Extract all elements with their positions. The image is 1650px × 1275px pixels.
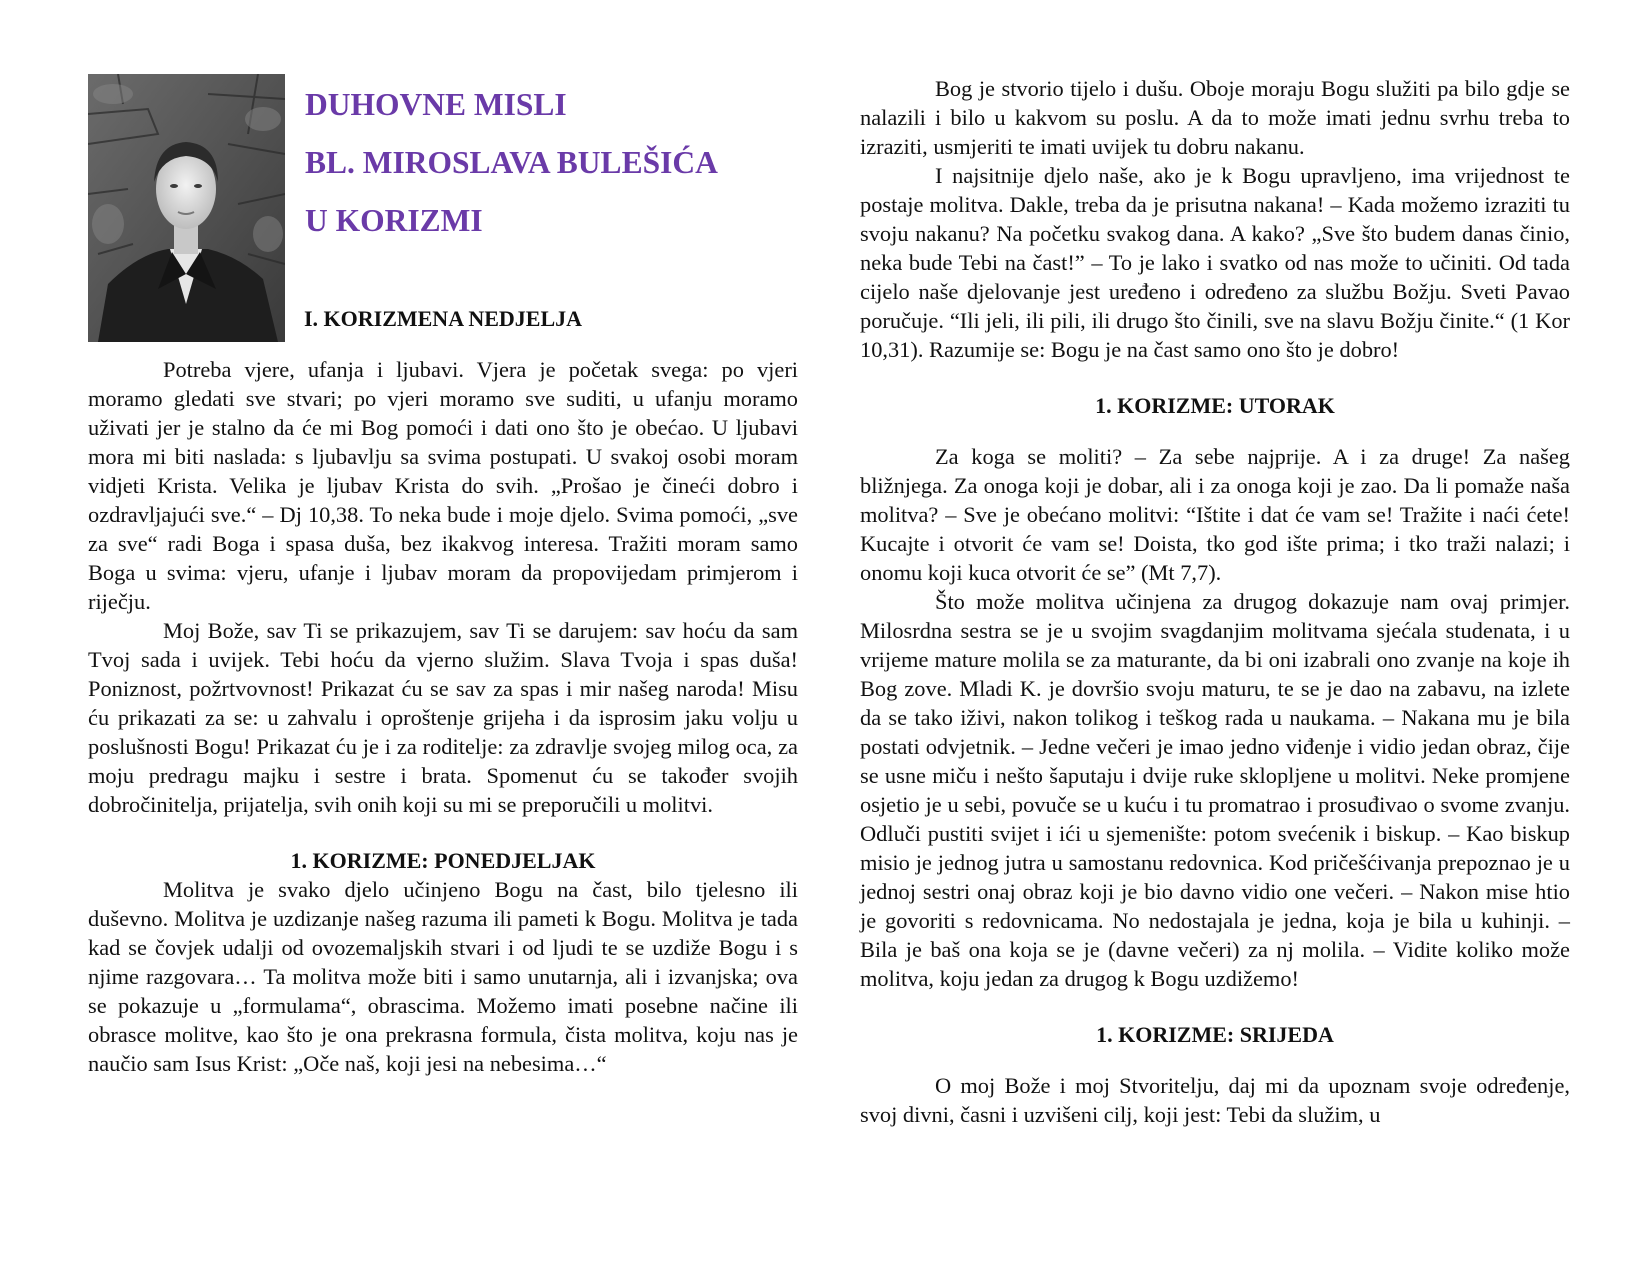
right-column <box>860 74 1570 1129</box>
left-column <box>88 305 798 1078</box>
section-heading-tuesday: 1. KORIZME: UTORAK <box>1095 393 1335 418</box>
paragraph-intro-1: Bog je stvorio tijelo i dušu. Oboje moraju Bogu služiti pa bilo gdje se nalazili i bilo u kakvom su poslu. A da to može imati jednu svrhu treba to izraziti, usmjeriti te imati uvijek tu dobru nakanu. <box>860 76 1570 159</box>
paragraph-sunday-2: Moj Bože, sav Ti se prikazujem, sav Ti se darujem: sav hoću da sam Tvoj sada i uvijek. Tebi hoću da vjerno služim. Slava Tvoja i spas duša! Poniznost, požrtvovnost! Prikazat ću se sav za spas i mir našeg naroda! Misu ću prikazati za se: u zahvalu i oproštenje grijeha i da isprosim jaku volju u poslušnosti Bogu! Prikazat ću je i za roditelje: za zdravlje svojeg milog oca, za moju predragu majku i sestre i brata. Spomenut ću se također svojih dobročinitelja, prijatelja, svih onih koji su mi se preporučili u molitvi. <box>88 618 798 817</box>
paragraph-sunday-1: Potreba vjere, ufanja i ljubavi. Vjera je početak svega: po vjeri moramo gledati sve stvari; po vjeri moramo sve suditi, u ufanju moramo uživati jer je stalno da će mi Bog pomoći i dati ono što je obećao. U ljubavi mora mi biti naslada: s ljubavlju sa svima postupati. U svakoj osobi moram vidjeti Krista. Velika je ljubav Krista do svih. „Prošao je čineći dobro i ozdravljajući sve.“ – Dj 10,38. To neka bude i moje djelo. Svima pomoći, „sve za sve“ radi Boga i spasa duša, bez ikakvog interesa. Tražiti moram samo Boga u svima: vjeru, ufanje i ljubav moram da propovijedam primjerom i riječju. <box>88 357 798 614</box>
paragraph-monday-1: Molitva je svako djelo učinjeno Bogu na čast, bilo tjelesno ili duševno. Molitva je uzdizanje našeg razuma ili pameti k Bogu. Molitva je tada kad se čovjek udalji od ovozemaljskih stvari i od ljudi te se uzdiže Bogu i s njime razgovara… Ta molitva može biti i samo unutarnja, ali i izvanjska; ova se pokazuje u „formulama“, obrascima. Možemo imati posebne načine ili obrasce molitve, kao što je ona prekrasna formula, čista molitva, koju nas je naučio sam Isus Krist: „Oče naš, koji jesi na nebesima…“ <box>88 877 798 1076</box>
section-heading-wednesday: 1. KORIZME: SRIJEDA <box>1096 1022 1334 1047</box>
title-block <box>305 76 805 250</box>
title-line-3: U KORIZMI <box>305 203 483 238</box>
paragraph-wednesday-1: O moj Bože i moj Stvoritelju, daj mi da upoznam svoje određenje, svoj divni, časni i uzvišeni cilj, koji jest: Tebi da služim, u <box>860 1073 1570 1127</box>
paragraph-intro-2: I najsitnije djelo naše, ako je k Bogu upravljeno, ima vrijednost te postaje molitva. Dakle, treba da je prisutna nakana! – Kada možemo izraziti tu svoju nakanu? Na početku svakog dana. A kako? „Sve što budem danas činio, neka bude Tebi na čast!” – To je lako i svatko od nas može to učiniti. Od tada cijelo naše djelovanje jest uređeno i određeno za službu Božju. Sveti Pavao poručuje. “Ili jeli, ili pili, ili drugo što činili, sve na slavu Božju činite.“ (1 Kor 10,31). Razumije se: Bogu je na čast samo ono što je dobro! <box>860 163 1570 362</box>
section-heading-monday: 1. KORIZME: PONEDJELJAK <box>290 848 596 873</box>
paragraph-tuesday-1: Za koga se moliti? – Za sebe najprije. A i za druge! Za našeg bližnjega. Za onoga koji je dobar, ali i za onoga koji je zao. Da li pomaže naša molitva? – Sve je obećano molitvi: “Ištite i dat će vam se! Tražite i naći ćete! Kucajte i otvorit će vam se! Doista, tko god ište prima; i tko traži nalazi; i onomu koji kuca otvorit će se” (Mt 7,7). <box>860 444 1570 585</box>
paragraph-tuesday-2: Što može molitva učinjena za drugog dokazuje nam ovaj primjer. Milosrdna sestra se je u svojim svagdanjim molitvama sjećala studenata, i u vrijeme mature molila se za maturante, da bi oni izabrali ono zvanje na koje ih Bog zove. Mladi K. je dovršio svoju maturu, te se je dao na zabavu, na izlete da se tako iživi, nakon tolikog i teškog rada u naukama. – Nakana mu je bila postati odvjetnik. – Jedne večeri je imao jedno viđenje i vidio jedan obraz, čije se usne miču i nešto šaputaju i dvije ruke sklopljene u molitvi. Neke promjene osjetio je u sebi, povuče se u kuću i tu promatrao i prosuđivao o svome zvanju. Odluči pustiti svijet i ići u sjemenište: potom svećenik i biskup. – Kao biskup misio je jednog jutra u samostanu redovnica. Kod pričešćivanja prepoznao je u jednoj sestri onaj obraz koji je bio davno vidio one večeri. – Nakon mise htio je govoriti s redovnicama. No nedostajala je jedna, koja je bila u kuhinji. – Bila je baš ona koja se je (davne večeri) za nj molila. – Vidite koliko može molitva, koju jedan za drugog k Bogu uzdižemo! <box>860 589 1570 991</box>
portrait-photo <box>88 74 285 342</box>
title-line-2: BL. MIROSLAVA BULEŠIĆA <box>305 145 718 180</box>
title-line-1: DUHOVNE MISLI <box>305 87 567 122</box>
portrait-image <box>88 74 285 342</box>
section-heading-sunday: I. KORIZMENA NEDJELJA <box>303 306 583 331</box>
